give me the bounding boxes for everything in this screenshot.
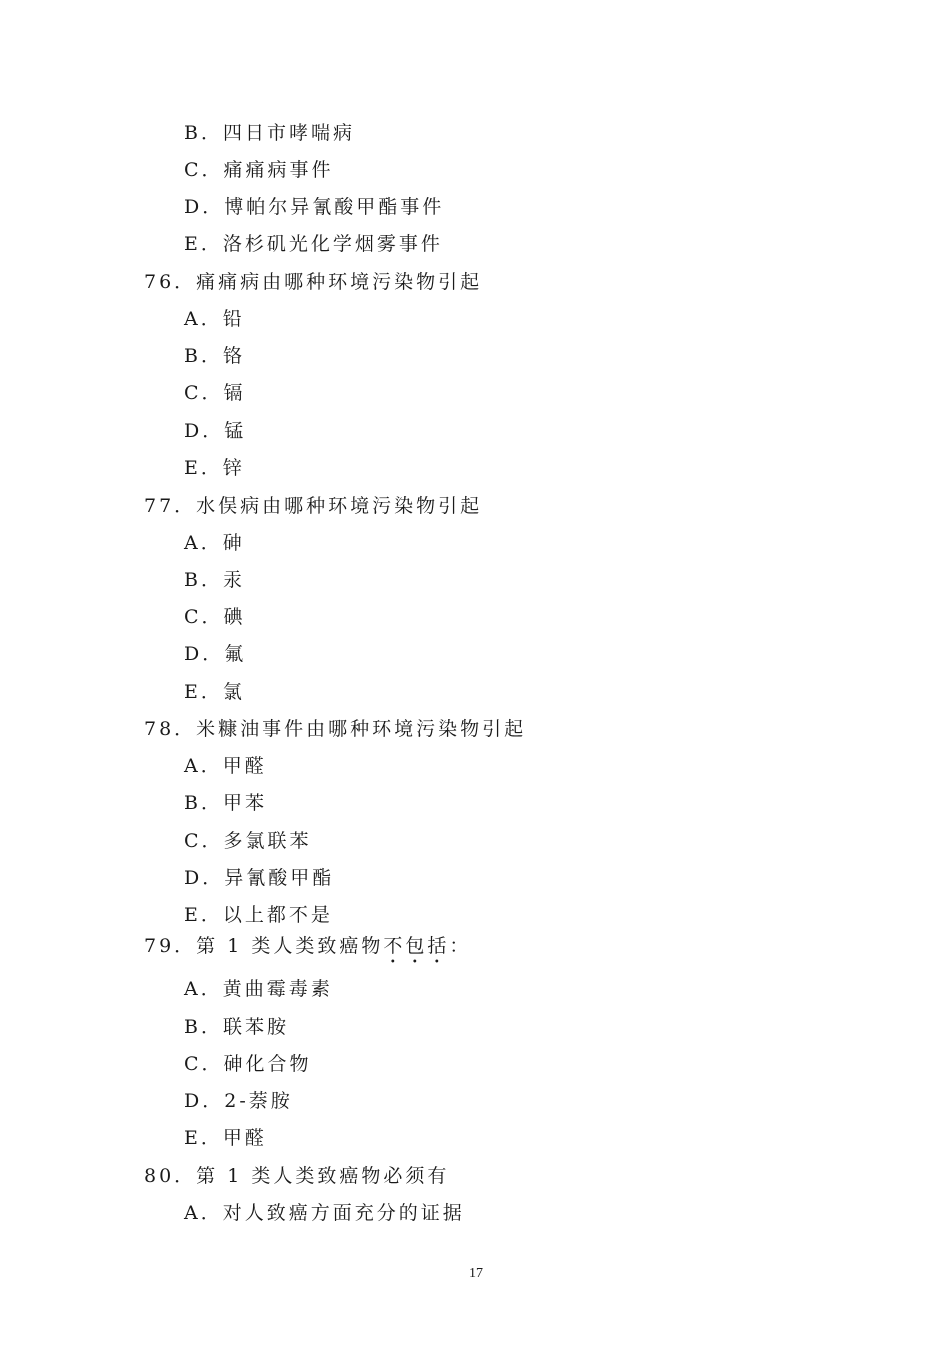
option-line: C．砷化合物	[184, 1053, 312, 1075]
option-line: C．多氯联苯	[184, 830, 312, 852]
option-line: A．铅	[184, 308, 245, 330]
question-79	[144, 934, 471, 968]
option-line: C．镉	[184, 382, 246, 404]
option-line: A．黄曲霉毒素	[184, 978, 333, 1000]
question-76: 76．痛痛病由哪种环境污染物引起	[144, 271, 483, 293]
question-79-suffix: ：	[449, 935, 472, 957]
option-line: B．联苯胺	[184, 1016, 289, 1038]
option-line: C．碘	[184, 606, 246, 628]
option-line: A．对人致癌方面充分的证据	[184, 1202, 465, 1224]
option-line: D．氟	[184, 643, 247, 665]
option-line: E．氯	[184, 681, 245, 703]
question-79-emphasis: 不包括	[383, 935, 450, 957]
option-line: A．砷	[184, 532, 245, 554]
question-79-prefix: 79．第 1 类人类致癌物	[144, 935, 384, 957]
option-line: E．以上都不是	[184, 904, 333, 926]
option-line: C．痛痛病事件	[184, 159, 334, 181]
option-line: E．锌	[184, 457, 245, 479]
page-number: 17	[469, 1266, 483, 1281]
option-line: B．四日市哮喘病	[184, 122, 355, 144]
option-line: A．甲醛	[184, 755, 267, 777]
option-line: B．汞	[184, 569, 245, 591]
question-78: 78．米糠油事件由哪种环境污染物引起	[144, 718, 527, 740]
option-line: B．甲苯	[184, 792, 267, 814]
option-line: E．洛杉矶光化学烟雾事件	[184, 233, 443, 255]
question-80: 80．第 1 类人类致癌物必须有	[144, 1165, 450, 1187]
option-line: B．铬	[184, 345, 245, 367]
option-line: D．异氰酸甲酯	[184, 867, 335, 889]
option-line: D．2-萘胺	[184, 1090, 293, 1112]
option-line: D．锰	[184, 420, 247, 442]
option-line: E．甲醛	[184, 1127, 267, 1149]
question-77: 77．水俣病由哪种环境污染物引起	[144, 495, 483, 517]
option-line: D．博帕尔异氰酸甲酯事件	[184, 196, 445, 218]
